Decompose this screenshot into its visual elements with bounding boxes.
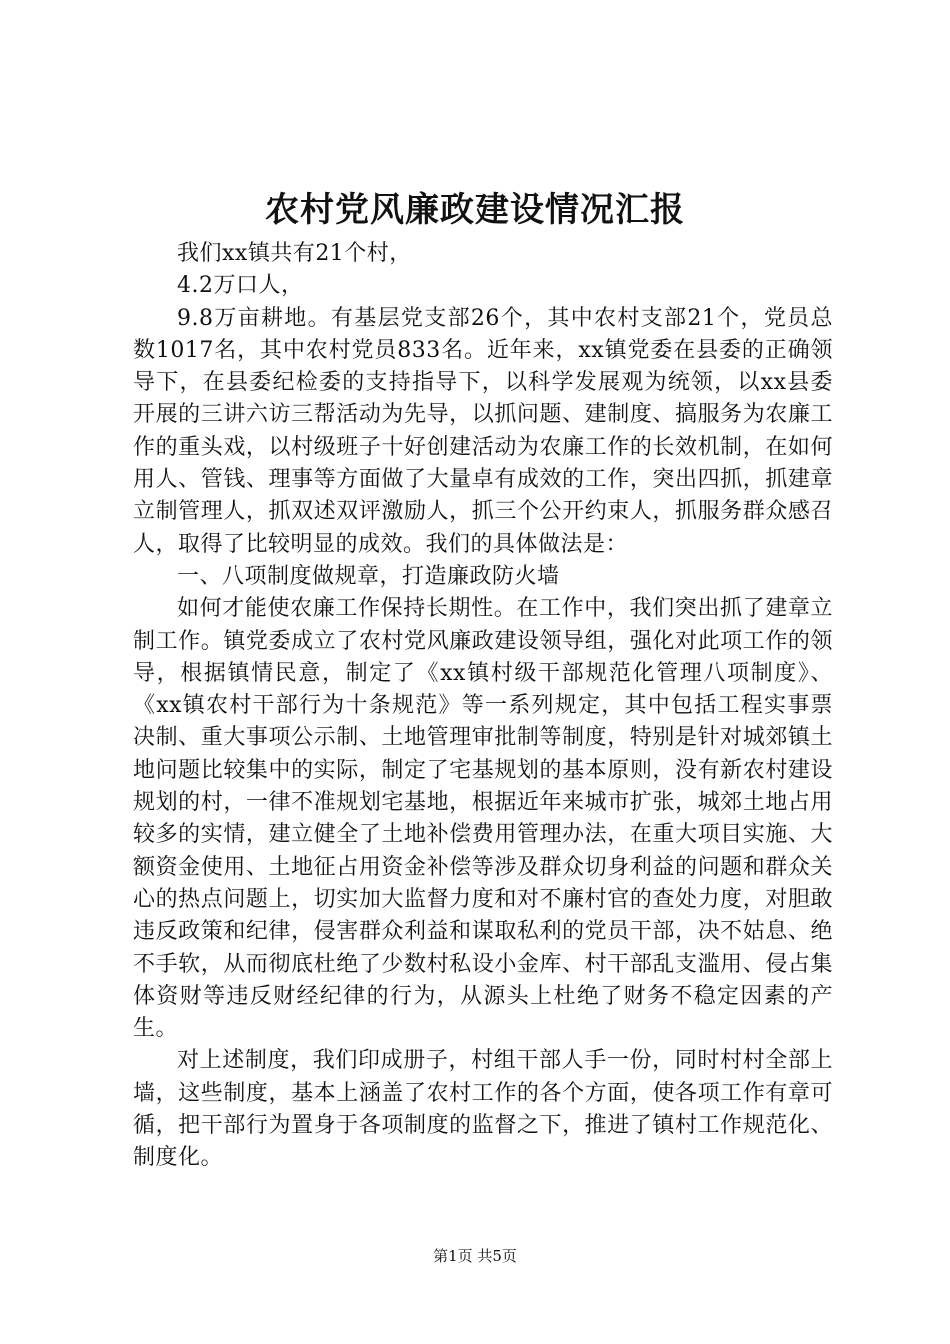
paragraph-3: 9.8万亩耕地。有基层党支部26个，其中农村支部21个，党员总数1017名，其中农村党员833名。近年来，xx镇党委在县委的正确领导下，在县委纪检委的支持指导下，以科学发展观为统领，以xx县委开展的三讲六访三帮活动为先导，以抓问题、建制度、搞服务为农廉工作的重头戏，以村级班子十好创建活动为农廉工作的长效机制，在如何用人、管钱、理事等方面做了大量卓有成效的工作，突出四抓，抓建章立制管理人，抓双述双评激励人，抓三个公开约束人，抓服务群众感召人，取得了比较明显的成效。我们的具体做法是： (133, 305, 833, 557)
paragraph-2: 4.2万口人， (177, 273, 304, 299)
document-body (133, 238, 833, 1175)
section-heading-1: 一、八项制度做规章，打造廉政防火墙 (177, 563, 560, 589)
paragraph-5: 对上述制度，我们印成册子，村组干部人手一份，同时村村全部上墙，这些制度，基本上涵盖了农村工作的各个方面，使各项工作有章可循，把干部行为置身于各项制度的监督之下，推进了镇村工作规范化、制度化。 (133, 1048, 833, 1171)
paragraph-4: 如何才能使农廉工作保持长期性。在工作中，我们突出抓了建章立制工作。镇党委成立了农村党风廉政建设领导组，强化对此项工作的领导，根据镇情民意，制定了《xx镇村级干部规范化管理八项制度》、《xx镇农村干部行为十条规范》等一系列规定，其中包括工程实事票决制、重大事项公示制、土地管理审批制等制度，特别是针对城郊镇土地问题比较集中的实际，制定了宅基规划的基本原则，没有新农村建设规划的村，一律不准规划宅基地，根据近年来城市扩张，城郊土地占用较多的实情，建立健全了土地补偿费用管理办法，在重大项目实施、大额资金使用、土地征占用资金补偿等涉及群众切身利益的问题和群众关心的热点问题上，切实加大监督力度和对不廉村官的查处力度，对胆敢违反政策和纪律，侵害群众利益和谋取私利的党员干部，决不姑息、绝不手软，从而彻底杜绝了少数村私设小金库、村干部乱支滥用、侵占集体资财等违反财经纪律的行为，从源头上杜绝了财务不稳定因素的产生。 (133, 596, 833, 1042)
paragraph-1: 我们xx镇共有21个村， (177, 241, 412, 266)
page-footer: 第1页 共5页 (433, 1247, 517, 1265)
document-title: 农村党风廉政建设情况汇报 (265, 190, 685, 230)
